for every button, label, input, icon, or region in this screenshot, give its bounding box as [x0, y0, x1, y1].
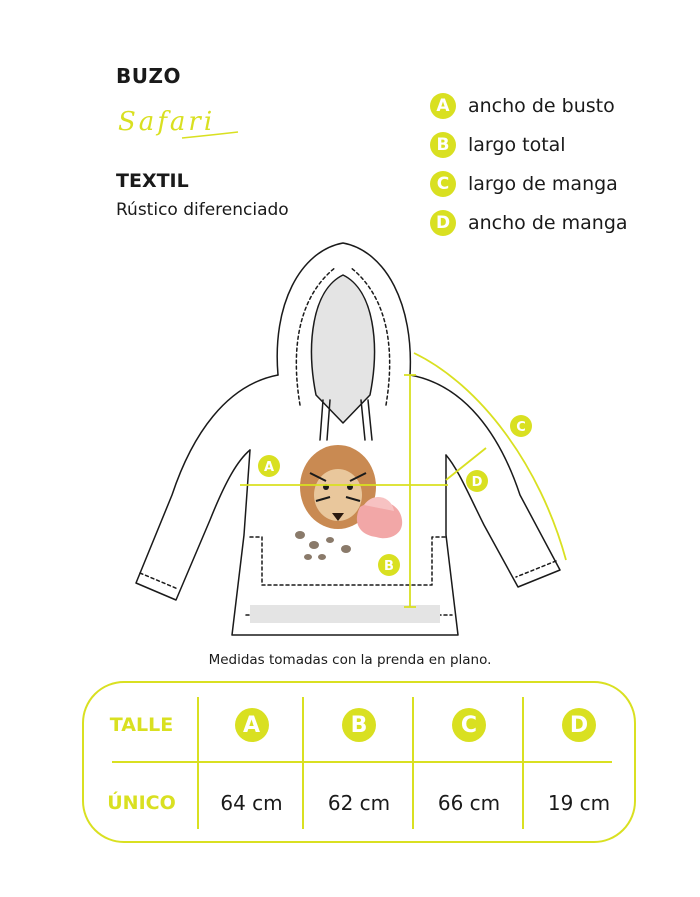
legend-label-b: largo total: [468, 133, 566, 156]
header-badge-c: C: [452, 708, 486, 742]
marker-d: D: [471, 475, 483, 490]
value-a: 64 cm: [220, 791, 283, 815]
legend-item-c: [430, 164, 690, 203]
size-table: [82, 681, 636, 843]
header-badge-b: B: [342, 708, 376, 742]
legend-label-a: ancho de busto: [468, 94, 615, 117]
marker-a: A: [263, 460, 275, 475]
legend-badge-a: A: [430, 93, 456, 119]
legend-label-c: largo de manga: [468, 172, 618, 195]
marker-b: B: [384, 559, 394, 574]
legend-item-a: [430, 86, 690, 125]
header-badge-d: D: [562, 708, 596, 742]
tiger-print: [295, 445, 402, 560]
measure-lines: [240, 353, 566, 607]
value-b: 62 cm: [327, 791, 391, 815]
legend-badge-d: D: [430, 210, 456, 236]
fabric-description: Rústico diferenciado: [116, 200, 289, 220]
table-row: [84, 765, 634, 841]
table-header-row: [84, 687, 634, 763]
product-name-script-text: Safari: [118, 107, 216, 137]
marker-c: C: [516, 420, 526, 435]
pocket: [250, 537, 446, 585]
value-d: 19 cm: [547, 791, 611, 815]
measurement-legend: [430, 86, 690, 242]
measure-markers: [258, 415, 532, 576]
legend-badge-c: C: [430, 171, 456, 197]
product-title: BUZO: [116, 64, 181, 88]
row-label: ÚNICO: [107, 792, 176, 814]
legend-label-d: ancho de manga: [468, 211, 628, 234]
product-name-script: [112, 98, 242, 146]
sleeve-left: [136, 375, 278, 600]
header-badge-a: A: [235, 708, 269, 742]
value-c: 66 cm: [437, 791, 501, 815]
legend-item-b: [430, 125, 690, 164]
fabric-title: TEXTIL: [116, 170, 189, 192]
measurement-note: Medidas tomadas con la prenda en plano.: [208, 652, 492, 668]
header-label: TALLE: [109, 714, 174, 736]
drawcord-right: [361, 400, 372, 440]
legend-badge-b: B: [430, 132, 456, 158]
hoodie-diagram: [0, 235, 700, 655]
